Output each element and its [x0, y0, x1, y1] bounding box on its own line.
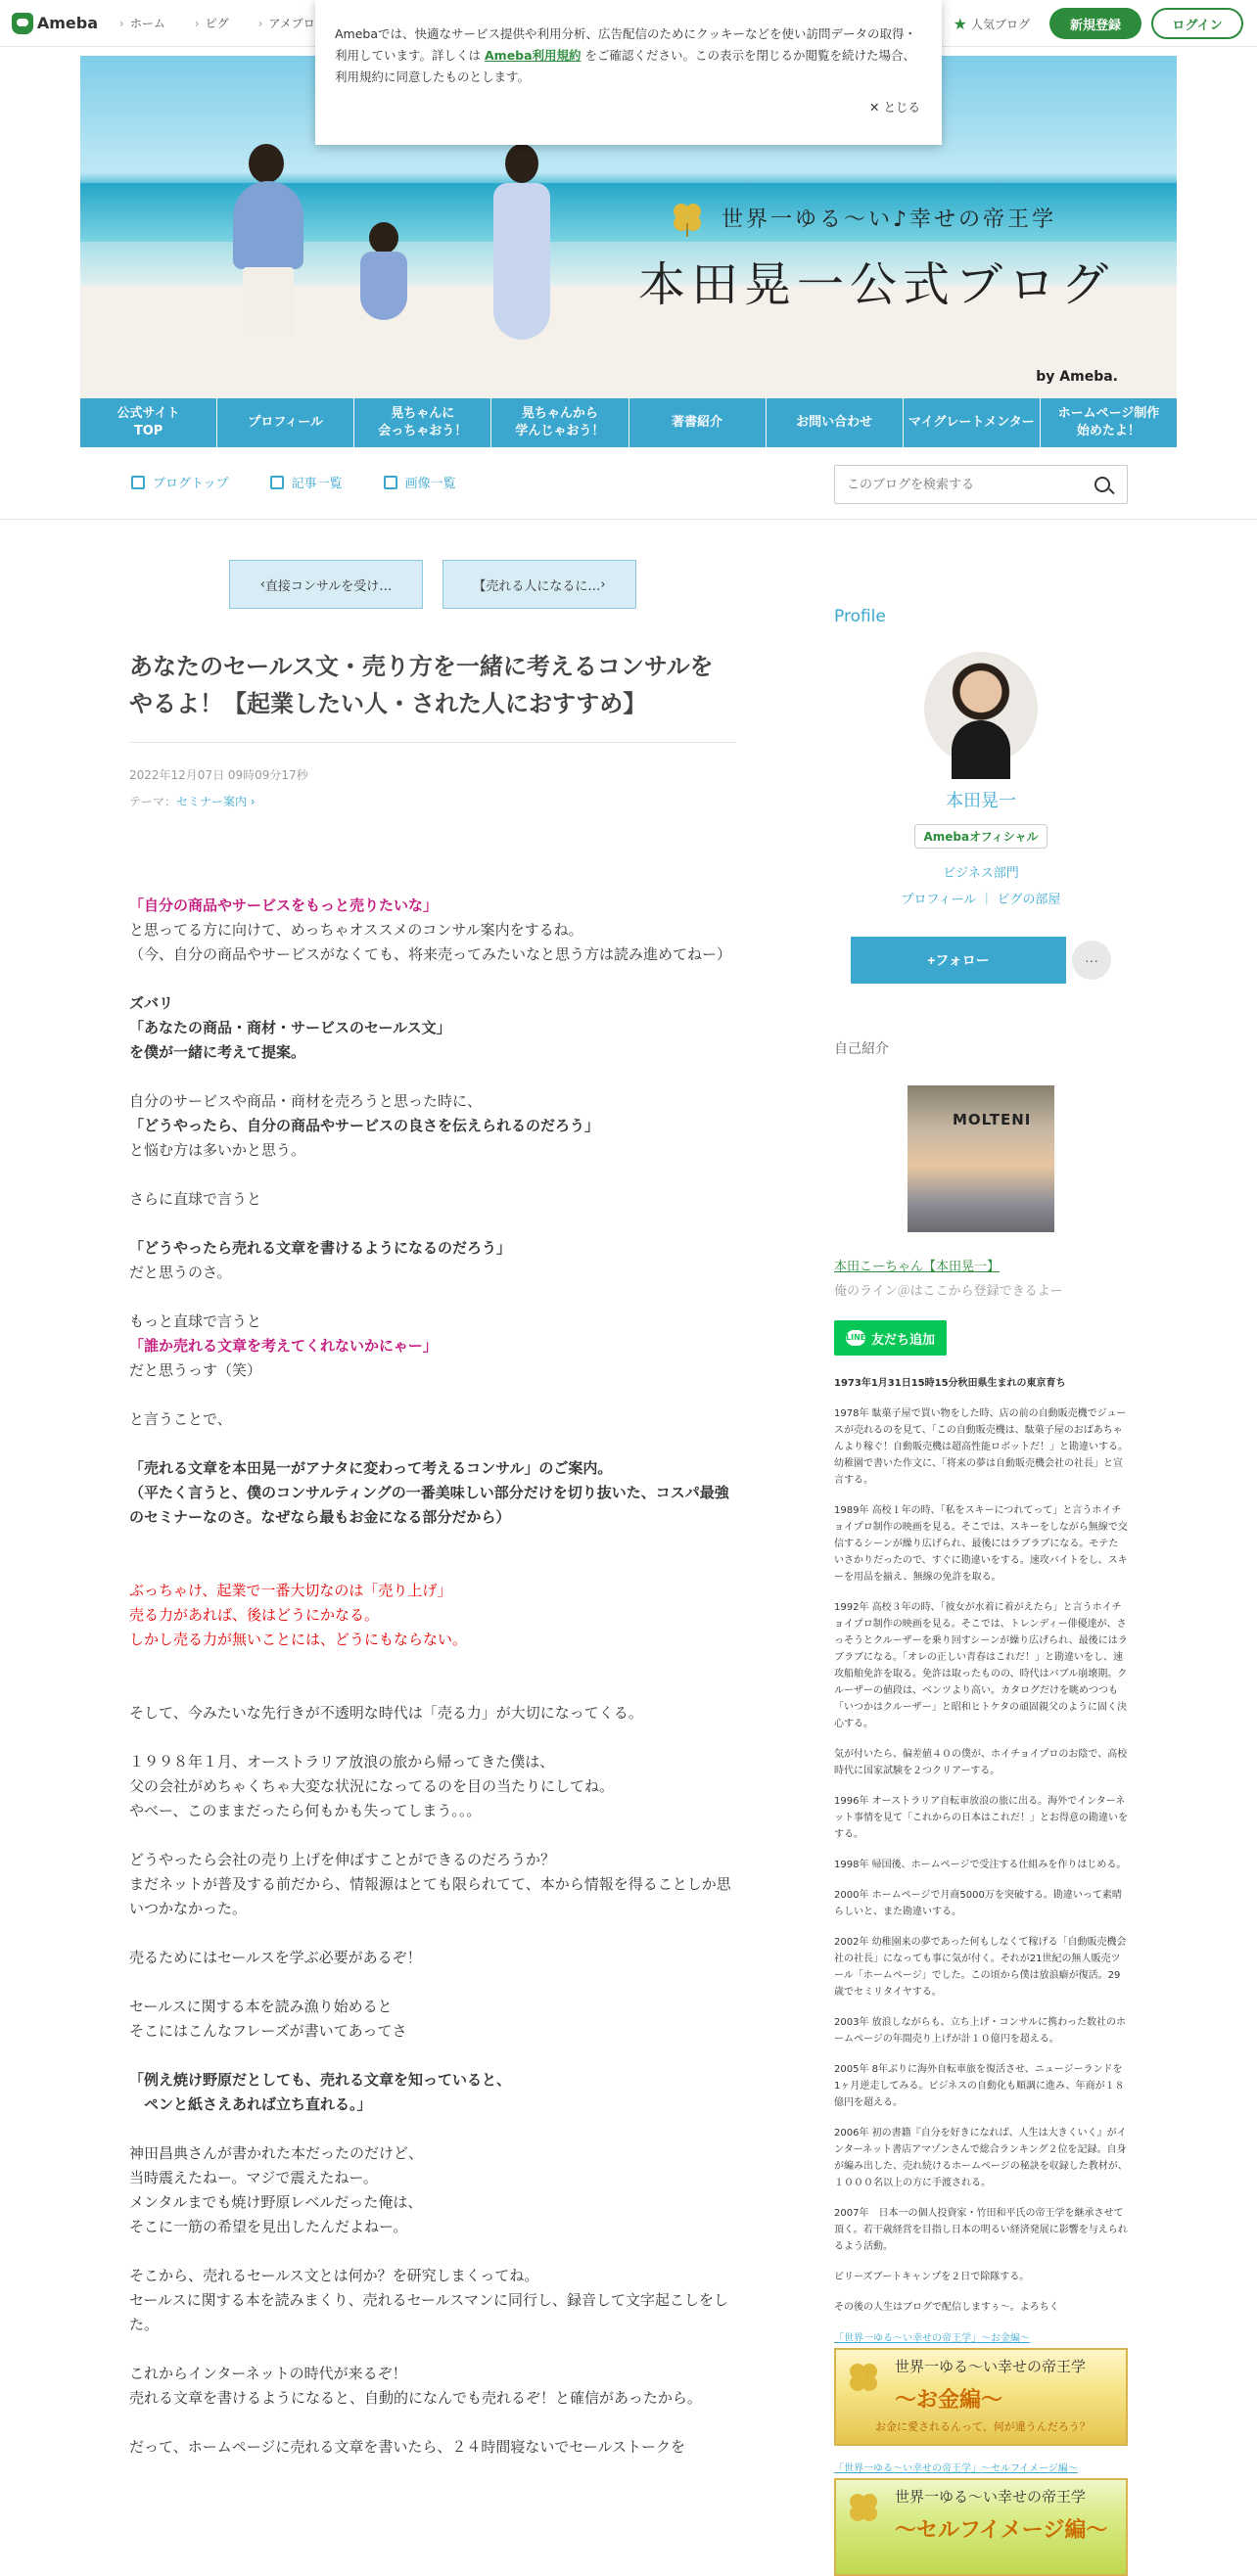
- nav-meet[interactable]: 晃ちゃんに 会っちゃおう！: [354, 398, 491, 447]
- body-text: そこから、売れるセールス文とは何か？を研究しまくってね。: [129, 2267, 539, 2284]
- nav-official-top[interactable]: 公式サイト TOP: [80, 398, 217, 447]
- red-text: ぶっちゃけ、起業で一番大切なのは「売り上げ」: [129, 1582, 452, 1599]
- bio-paragraph: 1998年 帰国後、ホームページで受注する仕組みを作りはじめる。: [834, 1860, 1127, 1870]
- bio-paragraph: 1973年1月31日15時15分秋田県生まれの東京育ち: [834, 1378, 1066, 1389]
- cookie-close-label: とじる: [883, 100, 920, 115]
- article-list-link[interactable]: [270, 473, 343, 491]
- cookie-text-2: をご確認ください。この表示を閉じるか閲覧を続けた場合、利用規約に同意したものとします。: [335, 48, 916, 84]
- body-text: 「どうやったら売れる文章を書けるようになるのだろう」: [129, 1239, 512, 1257]
- line-icon: LINE: [846, 1330, 865, 1346]
- paragraph: [129, 1310, 736, 1383]
- banner-self-image-title: 世界一ゆる〜い幸せの帝王学: [895, 2488, 1087, 2506]
- follow-button[interactable]: +フォロー: [851, 937, 1066, 984]
- article-header: [129, 648, 736, 809]
- clover-icon: [668, 198, 707, 237]
- bio-paragraph: その後の人生はブログで配信しますぅ～。よろちく: [834, 2302, 1059, 2313]
- popular-blog-label: 人気ブログ: [970, 17, 1030, 31]
- blog-nav: [80, 398, 1177, 447]
- close-icon: ✕: [869, 100, 884, 115]
- intro-line-text: 俺のライン＠はここから登録できるよー: [834, 1284, 1063, 1299]
- paragraph: [129, 2362, 736, 2411]
- avatar[interactable]: [924, 652, 1038, 765]
- red-text: しかし売る力が無いことには、どうにもならない。: [129, 1631, 468, 1648]
- theme-link[interactable]: セミナー案内: [176, 795, 248, 808]
- article-theme: [129, 793, 736, 809]
- search-icon[interactable]: [1094, 477, 1110, 492]
- blog-search-input[interactable]: [834, 465, 1128, 504]
- article-list-label: 記事一覧: [291, 477, 343, 491]
- paragraph: [129, 2068, 736, 2117]
- paragraph: [129, 894, 736, 967]
- chevron-right-icon: ›: [600, 576, 606, 592]
- bio-paragraph: 1996年 オーストラリア自転車放浪の旅に出る。海外でインターネット事情を見て「これからの日本はこれだ！」とお得意の勘違いをする。: [834, 1796, 1128, 1840]
- body-text: を僕が一緒に考えて提案。: [129, 1043, 306, 1061]
- terms-link[interactable]: Ameba利用規約: [485, 48, 582, 63]
- body-text: 「どうやったら、自分の商品やサービスの良さを伝えられるのだろう」: [129, 1117, 600, 1134]
- nav-ameblo[interactable]: › アメブロ: [247, 15, 327, 31]
- banner-self-image-subtitle: 〜セルフイメージ編〜: [895, 2518, 1108, 2543]
- body-text: 自分のサービスや商品・商材を売ろうと思った時に、: [129, 1092, 483, 1110]
- body-text: （平たく言うと、僕のコンサルティングの一番美味しい部分だけを切り抜いた、コスパ最強のセミナーなのさ。なぜなら最もお金になる部分だから）: [129, 1484, 729, 1526]
- paragraph: [129, 2141, 736, 2239]
- paragraph: [129, 1848, 736, 1921]
- intro-link[interactable]: 本田こーちゃん【本田晃一】: [834, 1260, 1001, 1274]
- emphasis-text: 「誰か売れる文章を考えてくれないかにゃー」: [129, 1337, 438, 1355]
- banner-money-caption: お金に愛されるんって、何が違うんだろう？: [875, 2420, 1091, 2433]
- body-text: （今、自分の商品やサービスがなくても、将来売ってみたいなと思う方は読み進めてねー）: [129, 945, 732, 963]
- blog-top-link[interactable]: [131, 473, 229, 491]
- profile-heading: Profile: [834, 607, 886, 626]
- bio-paragraph: 2000年 ホームページで月商5000万を突破する。勘違いって素晴らしいと、また勘違いする。: [834, 1890, 1122, 1917]
- mother-figure: [482, 144, 560, 359]
- red-text: 売る力があれば、後はどうにかなる。: [129, 1606, 380, 1624]
- body-text: これからインターネットの時代が来るぞ！: [129, 2365, 407, 2382]
- nav-homepage[interactable]: ホームページ制作 始めたよ！: [1057, 406, 1160, 438]
- body-text: ズバリ: [129, 994, 174, 1012]
- body-text: 「あなたの商品・商材・サービスのセールス文」: [129, 1019, 451, 1036]
- paragraph: [129, 1750, 736, 1823]
- image-list-label: 画像一覧: [404, 477, 456, 491]
- paragraph: [129, 1579, 736, 1652]
- paragraph: [129, 1701, 736, 1725]
- header-subtitle: 世界一ゆる〜い♪幸せの帝王学: [722, 207, 1057, 232]
- article-title: あなたのセールス文・売り方を一緒に考えるコンサルをやるよ！【起業したい人・された人におすすめ】: [129, 653, 714, 717]
- body-text: 当時震えたねー。マジで震えたねー。: [129, 2169, 378, 2186]
- body-text: セールスに関する本を読み漁り始めると: [129, 1998, 393, 2015]
- paragraph: [129, 1187, 736, 1212]
- body-text: さらに直球で言うと: [129, 1190, 262, 1208]
- nav-my-great-mentor[interactable]: マイグレートメンター: [904, 398, 1041, 447]
- login-button[interactable]: ログイン: [1151, 8, 1243, 39]
- theme-label: テーマ：: [129, 795, 177, 808]
- body-text: そこにはこんなフレーズが書いてあってさ: [129, 2022, 407, 2040]
- bio-paragraph: 2003年 放浪しながらも、立ち上げ・コンサルに携わった数社のホームページの年間売り上げが計１０億円を超える。: [834, 2017, 1127, 2045]
- banner-self-image[interactable]: [834, 2478, 1128, 2576]
- header-title: 本田晃一公式ブログ: [638, 257, 1115, 312]
- star-icon: ★: [953, 14, 967, 33]
- bio-paragraph: 1978年 駄菓子屋で買い物をした時、店の前の自動販売機でジュースが売れるのを見て、「この自動販売機は、駄菓子屋のおばあちゃんより稼ぐ！自動販売機は超高性能ロボットだ！」と勘違いする。幼稚園で書いた作文に、「将来の夢は自動販売機会社の社長」と宣言する。: [834, 1408, 1128, 1486]
- official-badge: Amebaオフィシャル: [914, 824, 1048, 849]
- nav-profile[interactable]: プロフィール: [217, 398, 354, 447]
- article-body: [129, 894, 736, 2484]
- line-add-friend-button[interactable]: [834, 1320, 947, 1356]
- ameba-logo-text: Ameba: [36, 14, 98, 32]
- more-options-button[interactable]: ···: [1072, 941, 1111, 980]
- profile-category[interactable]: ビジネス部門: [943, 866, 1019, 881]
- divider: [129, 742, 736, 743]
- paragraph: [129, 1236, 736, 1285]
- body-text: ペンと紙さえあれば立ち直れる。」: [144, 2095, 372, 2113]
- bio-text: [834, 1375, 1128, 2316]
- line-add-friend-label: 友だち追加: [871, 1332, 936, 1348]
- cookie-notice: [315, 0, 942, 145]
- bio-paragraph: 2002年 幼稚園来の夢であった何もしなくて稼げる「自動販売機会社の社長」になっても事に気が付く。それが21世紀の無人販売ツール「ホームページ」でした。この頃から僕は放浪癖が復活。29歳でセミリタイヤする。: [834, 1937, 1127, 1998]
- body-text: メンタルまでも焼け野原レベルだった俺は、: [129, 2193, 423, 2211]
- body-text: だと思うのさ。: [129, 1264, 232, 1281]
- nav-learn[interactable]: 晃ちゃんから 学んじゃおう！: [491, 398, 628, 447]
- paragraph: [129, 1089, 736, 1163]
- global-nav: [108, 15, 327, 31]
- chevron-right-icon: ›: [247, 795, 256, 808]
- register-button[interactable]: 新規登録: [1049, 8, 1141, 39]
- body-text: 売れる文章を書けるようになると、自動的になんでも売れるぞ！と確信があったから。: [129, 2389, 702, 2407]
- body-text: 「売れる文章を本田晃一がアナタに変わって考えるコンサル」のご案内。: [129, 1459, 613, 1477]
- prev-article-button[interactable]: [229, 560, 423, 609]
- ameba-logo[interactable]: [12, 13, 98, 34]
- document-icon: [131, 476, 145, 489]
- article-pager: [229, 560, 636, 609]
- body-text: と言うことで、: [129, 1410, 232, 1428]
- body-text: と悩む方は多いかと思う。: [129, 1141, 306, 1159]
- nav-pigg[interactable]: › ピグ: [183, 15, 241, 31]
- intro-image-text: MOLTENI: [953, 1111, 1032, 1128]
- image-list-link[interactable]: [384, 473, 456, 491]
- clover-icon: [844, 2358, 883, 2397]
- body-text: まだネットが普及する前だから、情報源はとても限られてて、本から情報を得ることしか思いつかなかった。: [129, 1875, 731, 1917]
- prev-article-label: 直接コンサルを受け…: [264, 578, 393, 594]
- bio-paragraph: 2007年 日本一の個人投資家・竹田和平氏の帝王学を継承させて頂く。若干歳経営を目指し日本の明るい経済発展に影響を与えられるよう活動。: [834, 2208, 1128, 2252]
- nav-home[interactable]: › ホーム: [108, 15, 177, 31]
- paragraph: [129, 2435, 736, 2460]
- paragraph: [129, 1946, 736, 1970]
- body-text: だって、ホームページに売れる文章を書いたら、２４時間寝ないでセールストークを: [129, 2438, 686, 2456]
- body-text: 父の会社がめちゃくちゃ大変な状況になってるのを目の当たりにしてね。: [129, 1777, 615, 1795]
- follow-row: [834, 937, 1128, 984]
- body-text: 「例え焼け野原だとしても、売れる文章を知っていると、: [129, 2071, 512, 2089]
- blog-menu: [131, 473, 456, 491]
- nav-books[interactable]: 著書紹介: [629, 398, 767, 447]
- body-text: やべー、このままだったら何もかも失ってしまう。。。: [129, 1802, 482, 1819]
- emphasis-text: 「自分の商品やサービスをもっと売りたいな」: [129, 897, 439, 914]
- bio-paragraph: ビリーズブートキャンプを２日で除隊する。: [834, 2272, 1030, 2282]
- body-text: 神田昌典さんが書かれた本だったのだけど、: [129, 2144, 424, 2162]
- father-figure: [227, 144, 305, 340]
- article-date: 2022年12月07日 09時09分17秒: [129, 768, 308, 782]
- profile-name[interactable]: 本田晃一: [946, 791, 1016, 811]
- bio-paragraph: 1992年 高校３年の時、「彼女が水着に着がえたら」と言うホイチョイプロ制作の映画を見る。そこでは、トレンディー俳優達が、さっそうとクルーザーを乗り回すシーンが繰り広げられ、最後にはラブラブになる。「オレの正しい青春はこれだ！」と勘違いをし、速攻船舶免許を取る。免許は取ったものの、時代はバブル崩壊期。クルーザーの値段は、ベンツより高い。カタログだけを眺めつつも「いつかはクルーザー」と昭和ヒトケタの頑固親父のように固く決心する。: [834, 1602, 1128, 1729]
- body-text: と思ってる方に向けて、めっちゃオススメのコンサル案内をするね。: [129, 921, 583, 939]
- clover-icon: [844, 2488, 883, 2527]
- cookie-close-button[interactable]: [869, 98, 920, 115]
- cookie-text: [335, 23, 920, 88]
- body-text: もっと直球で言うと: [129, 1312, 262, 1330]
- next-article-label: 【売れる人になるに…: [473, 578, 601, 594]
- paragraph: [129, 2264, 736, 2337]
- popular-blog-link[interactable]: [954, 15, 1030, 33]
- profile-links[interactable]: プロフィール ｜ ピグの部屋: [901, 893, 1061, 907]
- body-text: セールスに関する本を読みまくり、売れるセールスマンに同行し、録音して文字起こしをした。: [129, 2291, 729, 2333]
- paragraph: [129, 1995, 736, 2044]
- chevron-left-icon: ‹: [259, 576, 265, 592]
- bio-paragraph: 2005年 8年ぶりに海外自転車旅を復活させ、ニュージーランドを1ヶ月逆走してみる。ビジネスの自動化も順調に進み、年商が１８億円を超える。: [834, 2064, 1125, 2108]
- ameba-logo-icon: [12, 13, 33, 34]
- bio-paragraph: 気が付いたら、偏差値４０の僕が、ホイチョイプロのお陰で、高校時代に国家試験を２つクリアーする。: [834, 1749, 1128, 1776]
- next-article-button[interactable]: [442, 560, 636, 609]
- banner-money-link[interactable]: 「世界一ゆる〜い幸せの帝王学」〜お金編〜: [834, 2333, 1030, 2344]
- body-text: そこに一筋の希望を見出したんだよねー。: [129, 2218, 408, 2235]
- blog-subbar: [0, 447, 1257, 520]
- paragraph: [129, 991, 736, 1065]
- child-figure: [354, 222, 413, 340]
- cookie-text-1: Amebaでは、快適なサービス提供や利用分析、広告配信のためにクッキーなどを使い訪問データの取得・利用しています。詳しくは: [335, 26, 917, 63]
- sidebar: [834, 607, 1128, 2576]
- body-text: どうやったら会社の売り上げを伸ばすことができるのだろうか？: [129, 1851, 556, 1868]
- camera-icon: [384, 476, 397, 489]
- body-text: 売るためにはセールスを学ぶ必要があるぞ！: [129, 1949, 422, 1966]
- nav-contact[interactable]: お問い合わせ: [767, 398, 904, 447]
- banner-money[interactable]: [834, 2348, 1128, 2446]
- banner-self-image-link[interactable]: 「世界一ゆる〜い幸せの帝王学」〜セルフイメージ編〜: [834, 2463, 1078, 2474]
- body-text: だと思うっす（笑）: [129, 1361, 262, 1379]
- intro-heading: 自己紹介: [834, 1041, 889, 1057]
- header-actions: [954, 8, 1243, 39]
- blog-top-label: ブログトップ: [153, 477, 229, 491]
- body-text: １９９８年１月、オーストラリア放浪の旅から帰ってきた僕は、: [129, 1753, 555, 1771]
- by-ameba-label: by Ameba.: [1036, 369, 1118, 385]
- copy-icon: [270, 476, 284, 489]
- paragraph: [129, 1407, 736, 1432]
- body-text: そして、今みたいな先行きが不透明な時代は「売る力」が大切になってくる。: [129, 1704, 643, 1722]
- banner-money-subtitle: 〜お金編〜: [895, 2388, 1003, 2413]
- bio-paragraph: 2006年 初の書籍『自分を好きになれば、人生は大きくいく』がインターネット書店アマゾンさんで総合ランキング２位を記録。自身が編み出した、売れ続けるホームページの秘訣を収録した教材が、１０００名以上の方に手渡される。: [834, 2128, 1128, 2188]
- intro-image: [908, 1085, 1054, 1232]
- banner-money-title: 世界一ゆる〜い幸せの帝王学: [895, 2358, 1087, 2375]
- bio-paragraph: 1989年 高校１年の時、「私をスキーにつれてって」と言うホイチョイプロ制作の映画を見る。そこでは、スキーをしながら無線で交信するシーンが繰り広げられ、最後にはラブラブになる。モテたいさかりだったので、すぐに勘違いをする。速攻バイトをし、スキーを用品を揃え、無線の免許を取る。: [834, 1505, 1128, 1583]
- paragraph: [129, 1456, 736, 1530]
